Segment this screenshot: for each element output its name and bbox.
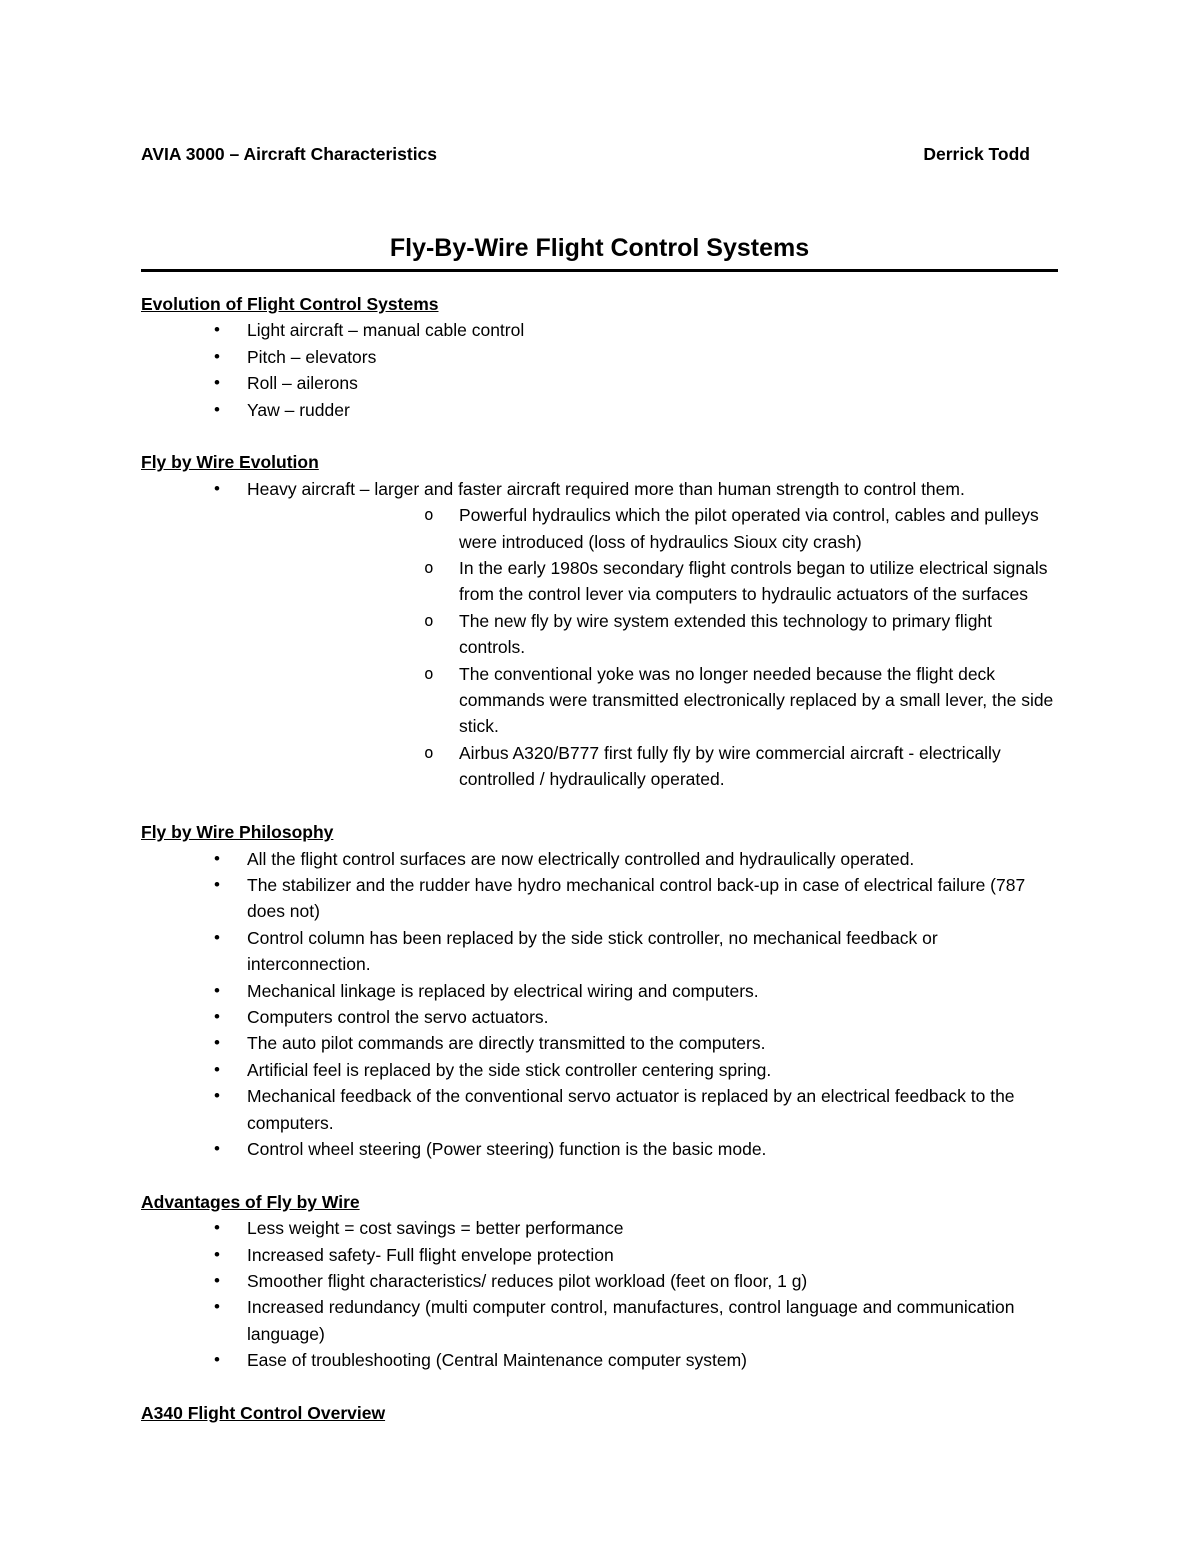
bullet-icon: • (214, 1270, 220, 1290)
list-item (141, 1347, 1058, 1373)
sub-list-wrapper (141, 502, 1058, 792)
bullet-icon: • (214, 1218, 220, 1238)
list-item-text: Pitch – elevators (247, 346, 377, 367)
circle-bullet-icon: o (424, 558, 434, 578)
list-item (141, 476, 1058, 793)
bullet-icon: • (214, 927, 220, 947)
list-item-text: Yaw – rudder (247, 399, 350, 420)
list-item-text: Heavy aircraft – larger and faster aircraft required more than human strength to control them. (247, 478, 965, 499)
bullet-icon: • (214, 1059, 220, 1079)
document-body (141, 291, 1058, 1453)
sub-list-item (247, 740, 1058, 793)
bullet-list (141, 846, 1058, 1163)
sub-list-item-text: The new fly by wire system extended this technology to primary flight controls. (459, 610, 993, 658)
bullet-icon: • (214, 1244, 220, 1264)
list-item-text: Ease of troubleshooting (Central Maintenance computer system) (247, 1350, 747, 1371)
list-item (141, 397, 1058, 423)
bullet-icon: • (214, 399, 220, 419)
section-heading: Fly by Wire Evolution (141, 452, 319, 473)
section (141, 1400, 1058, 1426)
list-item (141, 317, 1058, 343)
list-item-text: Less weight = cost savings = better performance (247, 1218, 624, 1239)
list-item (141, 344, 1058, 370)
title-divider (141, 269, 1058, 272)
bullet-icon: • (214, 980, 220, 1000)
list-item-text: Control column has been replaced by the side stick controller, no mechanical feedback or interconnection. (247, 927, 938, 975)
list-item (141, 1030, 1058, 1056)
list-item (141, 1215, 1058, 1241)
bullet-list (141, 317, 1058, 423)
section-heading: Evolution of Flight Control Systems (141, 294, 439, 314)
sub-bullet-list (247, 502, 1058, 792)
bullet-icon: • (214, 874, 220, 894)
list-item-text: Control wheel steering (Power steering) function is the basic mode. (247, 1138, 767, 1159)
list-item-text: The stabilizer and the rudder have hydro mechanical control back-up in case of electrical failure (787 does not) (247, 874, 1026, 922)
list-item-text: Increased safety- Full flight envelope protection (247, 1244, 614, 1265)
section-heading: Fly by Wire Philosophy (141, 822, 334, 843)
section-heading: Advantages of Fly by Wire (141, 1191, 360, 1212)
list-item (141, 978, 1058, 1004)
bullet-list (141, 1215, 1058, 1373)
list-item (141, 925, 1058, 978)
bullet-icon: • (214, 1350, 220, 1370)
list-item-text: Computers control the servo actuators. (247, 1006, 549, 1027)
bullet-icon: • (214, 478, 220, 498)
circle-bullet-icon: o (424, 610, 434, 630)
list-item (141, 1268, 1058, 1294)
sub-list-item-text: In the early 1980s secondary flight controls began to utilize electrical signals from the control lever via computers to hydraulic actuators of the surfaces (459, 558, 1048, 605)
list-item-text: Smoother flight characteristics/ reduces pilot workload (feet on floor, 1 g) (247, 1270, 808, 1291)
circle-bullet-icon: o (424, 663, 434, 683)
section (141, 291, 1058, 423)
list-item-text: Mechanical linkage is replaced by electrical wiring and computers. (247, 980, 759, 1001)
author-name: Derrick Todd (923, 144, 1030, 164)
sub-list-item (247, 608, 1058, 661)
bullet-icon: • (214, 1138, 220, 1158)
section (141, 1189, 1058, 1374)
bullet-icon: • (214, 1297, 220, 1317)
sub-list-item (247, 502, 1058, 555)
sub-list-item (247, 661, 1058, 740)
list-item (141, 1294, 1058, 1347)
list-item-text: All the flight control surfaces are now electrically controlled and hydraulically operated. (247, 848, 915, 869)
sub-list-item (247, 555, 1058, 608)
course-title: AVIA 3000 – Aircraft Characteristics (141, 144, 438, 164)
bullet-icon: • (214, 320, 220, 340)
bullet-icon: • (214, 848, 220, 868)
list-item (141, 1242, 1058, 1268)
list-item (141, 872, 1058, 925)
list-item-text: Artificial feel is replaced by the side stick controller centering spring. (247, 1059, 772, 1080)
bullet-icon: • (214, 346, 220, 366)
list-item (141, 1083, 1058, 1136)
list-item (141, 1136, 1058, 1162)
bullet-icon: • (214, 373, 220, 393)
document-title: Fly-By-Wire Flight Control Systems (389, 234, 810, 262)
section (141, 449, 1058, 792)
section (141, 819, 1058, 1162)
list-item-text: Increased redundancy (multi computer control, manufactures, control language and communication language) (247, 1297, 1015, 1344)
list-item (141, 846, 1058, 872)
circle-bullet-icon: o (424, 505, 434, 525)
bullet-icon: • (214, 1006, 220, 1026)
list-item-text: Light aircraft – manual cable control (247, 320, 525, 341)
sub-list-item-text: The conventional yoke was no longer needed because the flight deck commands were transmitted electronically replaced by a small lever, the side stick. (459, 663, 1054, 737)
bullet-list (141, 476, 1058, 793)
bullet-icon: • (214, 1086, 220, 1106)
bullet-icon: • (214, 1033, 220, 1053)
document-header (141, 144, 1030, 170)
list-item-text: Roll – ailerons (247, 373, 358, 394)
sub-list-item-text: Airbus A320/B777 first fully fly by wire commercial aircraft - electrically controlled / hydraulically operated. (459, 742, 1001, 790)
list-item (141, 1004, 1058, 1030)
list-item (141, 370, 1058, 396)
sub-list-item-text: Powerful hydraulics which the pilot operated via control, cables and pulleys were introduced (loss of hydraulics Sioux city crash) (459, 505, 1039, 552)
list-item-text: Mechanical feedback of the conventional servo actuator is replaced by an electrical feedback to the computers. (247, 1086, 1015, 1133)
list-item (141, 1057, 1058, 1083)
list-item-text: The auto pilot commands are directly transmitted to the computers. (247, 1033, 766, 1054)
section-heading: A340 Flight Control Overview (141, 1403, 386, 1423)
circle-bullet-icon: o (424, 742, 434, 762)
